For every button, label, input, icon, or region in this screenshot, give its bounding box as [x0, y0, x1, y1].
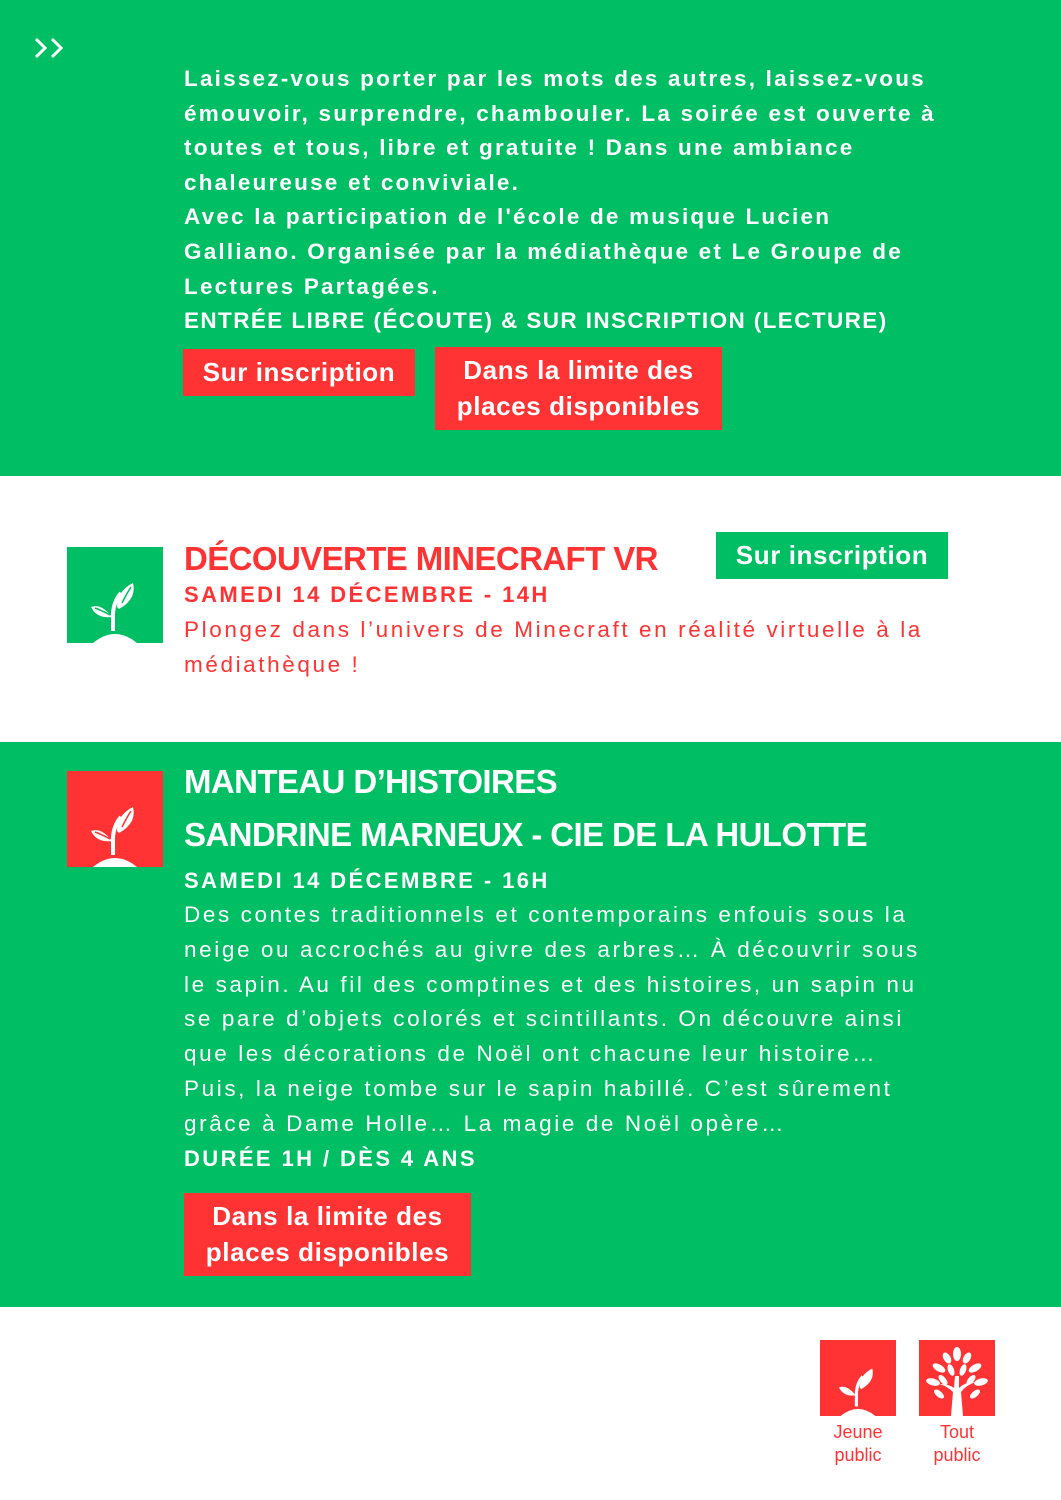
- legend-label: [813, 1421, 903, 1467]
- description-line: Avec la participation de l'école de musique Lucien: [184, 204, 832, 230]
- legend-label-line: public: [933, 1445, 981, 1465]
- legend-label: [912, 1421, 1002, 1467]
- tag-label: Sur inscription: [202, 357, 396, 387]
- access-info: ENTRÉE LIBRE (ÉCOUTE) & SUR INSCRIPTION (LECTURE): [184, 308, 888, 334]
- legend-label-line: Jeune: [833, 1422, 883, 1442]
- legend-item-jeune-public: [820, 1340, 896, 1467]
- event-date: SAMEDI 14 DÉCEMBRE - 14H: [184, 582, 550, 607]
- description-line: chaleureuse et conviviale.: [184, 169, 521, 195]
- tag-sur-inscription: Sur inscription: [716, 532, 948, 579]
- tag-limite-places: [184, 1193, 471, 1276]
- double-chevron-right-icon: [33, 36, 67, 60]
- tag-limite-places: [435, 347, 722, 430]
- description-line: Plongez dans l’univers de Minecraft en réalité virtuelle à la: [184, 617, 923, 642]
- tag-label: places disponibles: [456, 391, 701, 421]
- tag-label: Dans la limite des: [212, 1201, 443, 1231]
- description-line: se pare d’objets colorés et scintillants. On découvre ainsi: [184, 1006, 904, 1032]
- sprout-icon: [67, 771, 163, 867]
- event-title: MANTEAU D’HISTOIRES: [184, 763, 558, 800]
- description-line: Lectures Partagées.: [184, 273, 440, 299]
- legend-label-line: Tout: [939, 1422, 975, 1442]
- event-section-lectures: [0, 0, 1061, 476]
- sprout-icon: [67, 547, 163, 643]
- event-title: DÉCOUVERTE MINECRAFT VR: [184, 540, 658, 577]
- event-subtitle: SANDRINE MARNEUX - CIE DE LA HULOTTE: [184, 816, 868, 853]
- sprout-icon: [820, 1340, 896, 1416]
- description-line: Laissez-vous porter par les mots des autres, laissez-vous: [184, 66, 926, 91]
- description-line: émouvoir, surprendre, chambouler. La soirée est ouverte à: [184, 100, 936, 126]
- description-line: neige ou accrochés au givre des arbres… À découvrir sous: [184, 936, 920, 962]
- event-description: [184, 898, 1014, 1142]
- event-description: [184, 613, 1014, 683]
- tag-sur-inscription: [183, 349, 415, 396]
- description-line: Galliano. Organisée par la médiathèque et Le Groupe de: [184, 238, 903, 264]
- legend-label-line: public: [834, 1445, 882, 1465]
- description-line: toutes et tous, libre et gratuite ! Dans une ambiance: [184, 135, 855, 161]
- tree-icon: [919, 1340, 995, 1416]
- description-line: le sapin. Au fil des comptines et des histoires, un sapin nu: [184, 971, 917, 997]
- description-line: Puis, la neige tombe sur le sapin habillé. C’est sûrement: [184, 1075, 893, 1101]
- event-date: SAMEDI 14 DÉCEMBRE - 16H: [184, 868, 550, 893]
- tag-label: places disponibles: [205, 1237, 450, 1267]
- description-line: médiathèque !: [184, 651, 361, 677]
- description-line: Des contes traditionnels et contemporains enfouis sous la: [184, 902, 908, 927]
- description-line: grâce à Dame Holle… La magie de Noël opère…: [184, 1110, 787, 1136]
- event-description: [184, 62, 1024, 339]
- event-duration: DURÉE 1H / DÈS 4 ANS: [184, 1146, 477, 1171]
- legend-item-tout-public: [919, 1340, 995, 1467]
- tag-label: Dans la limite des: [463, 355, 694, 385]
- description-line: que les décorations de Noël ont chacune leur histoire…: [184, 1041, 878, 1067]
